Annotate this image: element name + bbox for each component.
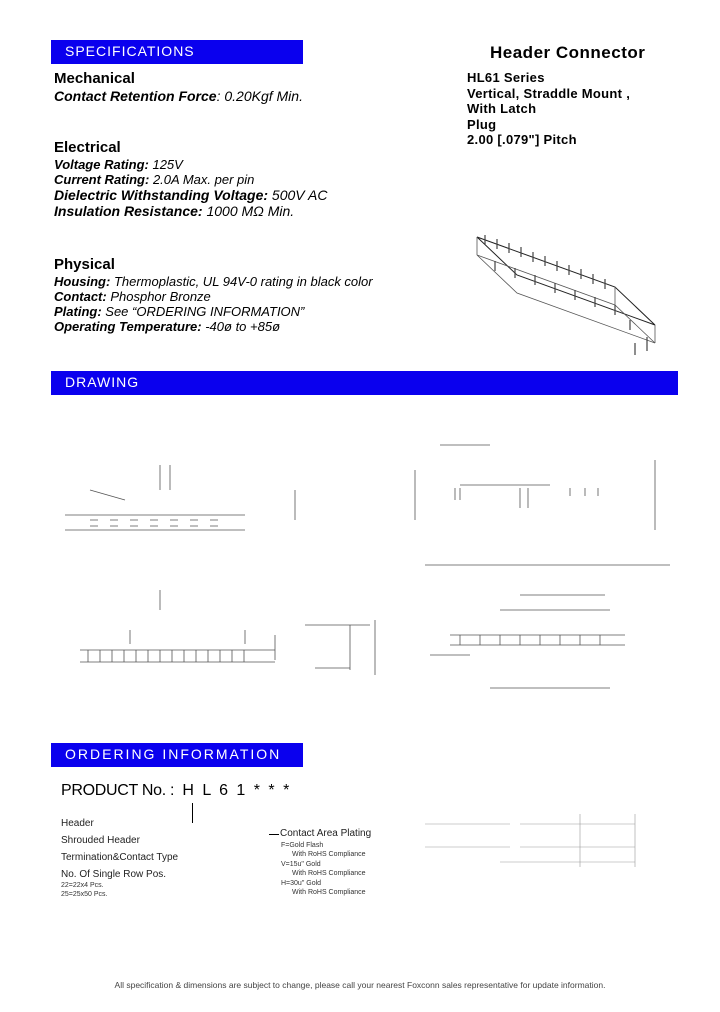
- voltage-rating-line: [54, 157, 327, 172]
- insulation-value: 1000 MΩ Min.: [202, 203, 295, 219]
- order-shrouded-header: Shrouded Header: [61, 835, 140, 846]
- housing-line: [54, 274, 373, 289]
- retention-force-line: [54, 89, 303, 104]
- series-pitch: 2.00 [.079"] Pitch: [467, 132, 577, 147]
- current-rating-value: 2.0A Max. per pin: [149, 172, 255, 187]
- temperature-line: [54, 319, 373, 334]
- dielectric-value: 500V AC: [268, 187, 328, 203]
- drawing-front-view: [65, 465, 295, 530]
- series-info: [467, 70, 630, 148]
- plating-option-gold-flash-rohs: With RoHS Compliance: [292, 851, 366, 858]
- product-number-label: PRODUCT No. :: [61, 782, 175, 799]
- mechanical-heading: Mechanical: [54, 70, 135, 87]
- drawing-top-view: [430, 595, 625, 688]
- product-number-code: H L 6 1 * * *: [182, 782, 292, 799]
- insulation-line: [54, 204, 327, 219]
- voltage-rating-label: Voltage Rating:: [54, 157, 149, 172]
- plating-leader-line: [269, 834, 279, 835]
- contact-value: Phosphor Bronze: [106, 289, 211, 304]
- retention-force-label: Contact Retention Force: [54, 88, 217, 104]
- contact-label: Contact:: [54, 289, 107, 304]
- electrical-specs: [54, 157, 327, 219]
- order-row-option-2: 25=25x50 Pcs.: [61, 891, 108, 898]
- dielectric-line: [54, 187, 327, 204]
- temperature-value: -40ø to +85ø: [201, 319, 281, 334]
- plating-option-15u-gold-rohs: With RoHS Compliance: [292, 870, 366, 877]
- housing-value: Thermoplastic, UL 94V-0 rating in black color: [110, 274, 373, 289]
- current-rating-line: [54, 172, 327, 187]
- temperature-label: Operating Temperature:: [54, 319, 202, 334]
- order-row-positions: No. Of Single Row Pos.: [61, 869, 167, 880]
- product-code-pointer: [192, 803, 193, 823]
- order-row-option-1: 22=22x4 Pcs.: [61, 882, 104, 889]
- connector-illustration: [465, 225, 665, 365]
- series-name: HL61 Series: [467, 70, 545, 85]
- product-number: [61, 782, 291, 800]
- ordering-section-bar: ORDERING INFORMATION: [51, 743, 303, 767]
- drawing-side-view: [415, 445, 670, 565]
- insulation-label: Insulation Resistance:: [54, 203, 203, 219]
- drawing-detail-view: [305, 620, 375, 675]
- order-termination: Termination&Contact Type: [61, 852, 179, 863]
- plating-option-gold-flash: F=Gold Flash: [281, 842, 324, 849]
- physical-specs: [54, 274, 373, 334]
- plating-value: See “ORDERING INFORMATION”: [101, 304, 305, 319]
- drawing-section-bar: DRAWING: [51, 371, 678, 395]
- series-desc-1: Vertical, Straddle Mount ,: [467, 85, 631, 101]
- specifications-section-bar: SPECIFICATIONS: [51, 40, 303, 64]
- retention-force-value: : 0.20Kgf Min.: [216, 88, 303, 104]
- technical-drawing: [50, 430, 680, 700]
- drawing-bottom-view: [80, 590, 275, 662]
- electrical-heading: Electrical: [54, 139, 121, 156]
- physical-heading: Physical: [54, 256, 115, 273]
- connector-body-outline: [477, 237, 655, 343]
- voltage-rating-value: 125V: [148, 157, 183, 172]
- plating-label: Plating:: [54, 304, 102, 319]
- part-number-table: [420, 812, 640, 872]
- footer-note: All specification & dimensions are subject to change, please call your nearest Foxconn sales representative for update information.: [114, 980, 606, 990]
- plating-option-15u-gold: V=15u" Gold: [281, 861, 321, 868]
- dielectric-label: Dielectric Withstanding Voltage:: [54, 187, 269, 203]
- series-desc-3: Plug: [467, 116, 497, 132]
- plating-line: [54, 304, 373, 319]
- page-title: Header Connector: [490, 43, 646, 62]
- order-header: Header: [61, 818, 94, 829]
- current-rating-label: Current Rating:: [54, 172, 150, 187]
- plating-option-30u-gold-rohs: With RoHS Compliance: [292, 889, 366, 896]
- series-desc-2: With Latch: [467, 101, 537, 116]
- contact-line: [54, 289, 373, 304]
- order-plating-label: Contact Area Plating: [280, 828, 372, 839]
- plating-option-30u-gold: H=30u" Gold: [281, 880, 322, 887]
- housing-label: Housing:: [54, 274, 111, 289]
